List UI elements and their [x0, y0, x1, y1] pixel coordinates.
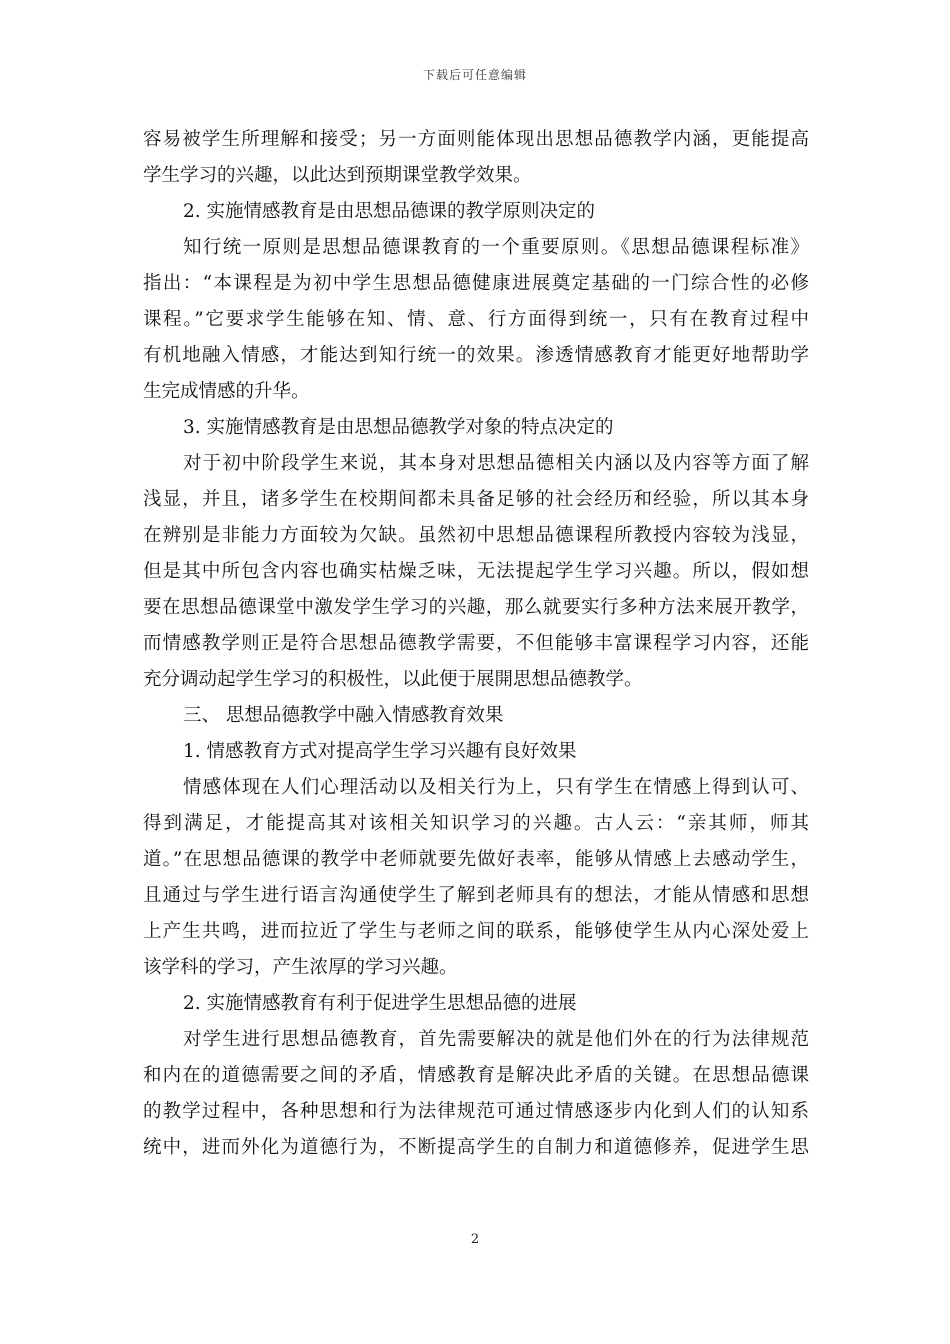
text-line: 该学科的学习，产生浓厚的学习兴趣。 [143, 957, 458, 978]
text-line: 课程。”它要求学生能够在知、情、意、行方面得到统一，只有在教育过程中 [143, 309, 809, 330]
text-line: 容易被学生所理解和接受；另一方面则能体现出思想品德教学内涵，更能提高 [143, 129, 809, 150]
text-line: 在辨别是非能力方面较为欠缺。虽然初中思想品德课程所教授内容较为浅显， [143, 525, 809, 546]
text-line: 要在思想品德课堂中激发学生学习的兴趣，那么就要实行多种方法来展开教学， [143, 597, 809, 618]
text-line: 2. 实施情感教育是由思想品德课的教学原则决定的 [183, 201, 596, 222]
text-line: 而情感教学则正是符合思想品德教学需要，不但能够丰富课程学习内容，还能 [143, 633, 809, 654]
text-line: 上产生共鸣，进而拉近了学生与老师之间的联系，能够使学生从内心深处爱上 [143, 921, 809, 942]
text-line: 浅显，并且，诸多学生在校期间都未具备足够的社会经历和经验，所以其本身 [143, 489, 809, 510]
text-line: 充分调动起学生学习的积极性，以此便于展開思想品德教学。 [143, 669, 643, 690]
text-line: 但是其中所包含内容也确实枯燥乏味，无法提起学生学习兴趣。所以，假如想 [143, 561, 809, 582]
text-line: 有机地融入情感，才能达到知行统一的效果。渗透情感教育才能更好地帮助学 [143, 345, 809, 366]
text-line: 指出：“本课程是为初中学生思想品德健康进展奠定基础的一门综合性的必修 [143, 273, 809, 294]
text-line: 三、 思想品德教学中融入情感教育效果 [183, 705, 504, 726]
text-line: 学生学习的兴趣，以此达到预期课堂教学效果。 [143, 165, 532, 186]
text-line: 1. 情感教育方式对提高学生学习兴趣有良好效果 [183, 741, 577, 762]
text-line: 知行统一原则是思想品德课教育的一个重要原则。《思想品德课程标准》 [183, 237, 809, 258]
text-line: 情感体现在人们心理活动以及相关行为上，只有学生在情感上得到认可、 [183, 777, 809, 798]
page-header: 下载后可任意编辑 [422, 68, 527, 82]
text-line: 得到满足，才能提高其对该相关知识学习的兴趣。古人云：“亲其师，师其 [143, 813, 809, 834]
text-line: 和内在的道德需要之间的矛盾，情感教育是解决此矛盾的关键。在思想品德课 [143, 1065, 809, 1086]
text-line: 统中，进而外化为道德行为，不断提高学生的自制力和道德修养，促进学生思 [143, 1137, 809, 1158]
text-line: 道。”在思想品德课的教学中老师就要先做好表率，能够从情感上去感动学生， [143, 849, 809, 870]
text-line: 对于初中阶段学生来说，其本身对思想品德相关内涵以及内容等方面了解 [183, 453, 809, 474]
text-line: 的教学过程中，各种思想和行为法律规范可通过情感逐步内化到人们的认知系 [143, 1101, 809, 1122]
text-line: 2. 实施情感教育有利于促进学生思想品德的进展 [183, 993, 577, 1014]
text-line: 对学生进行思想品德教育，首先需要解决的就是他们外在的行为法律规范 [183, 1029, 809, 1050]
page-number: 2 [470, 1232, 480, 1247]
text-line: 且通过与学生进行语言沟通使学生了解到老师具有的想法，才能从情感和思想 [143, 885, 809, 906]
text-line: 生完成情感的升华。 [143, 381, 310, 402]
document-body [143, 122, 809, 1166]
text-line: 3. 实施情感教育是由思想品德教学对象的特点决定的 [183, 417, 614, 438]
